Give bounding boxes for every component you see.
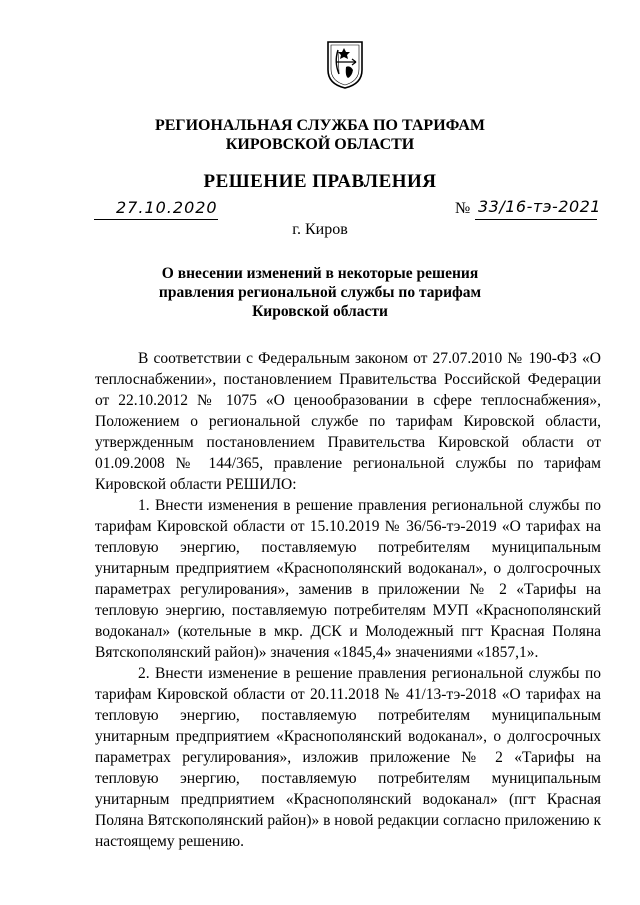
date-underline	[94, 219, 218, 220]
item-1-paragraph: 1. Внести изменения в решение правления региональной службы по тарифам Кировской области от 15.10.2019 № 36/56-тэ-2019 «О тарифах на тепловую энергию, поставляемую потребителям муниципальным унитарным предприятием «Краснополянский водоканал», о долгосрочных параметрах регулирования», заменив в приложении № 2 «Тарифы на тепловую энергию, поставляемую потребителям МУП «Краснополянский водоканал» (котельные в мкр. ДСК и Молодежный пгт Красная Поляна Вятскополянский район)» значения «1845,4» значениями «1857,1».	[95, 497, 601, 661]
handwritten-number: 33/16-тэ-2021	[478, 197, 601, 216]
kirov-coat-of-arms-icon	[326, 40, 364, 90]
handwritten-date: 27.10.2020	[116, 198, 218, 217]
subject-line2: правления региональной службы по тарифам	[158, 284, 482, 301]
subject-line3: Кировской области	[252, 303, 388, 320]
document-body	[95, 348, 601, 852]
organization-name-line2: КИРОВСКОЙ ОБЛАСТИ	[225, 136, 415, 153]
number-label: №	[455, 200, 471, 217]
document-subject	[150, 264, 490, 321]
preamble-paragraph: В соответствии с Федеральным законом от 27.07.2010 № 190-ФЗ «О теплоснабжении», постановлением Правительства Российской Федерации от 22.10.2012 № 1075 «О ценообразовании в сфере теплоснабжения», Положением о региональной службе по тарифам Кировской области, утвержденным постановлением Правительства Кировской области от 01.09.2008 № 144/365, правление региональной службы по тарифам Кировской области РЕШИЛО:	[95, 350, 601, 493]
city: г. Киров	[292, 221, 348, 238]
item-2-paragraph: 2. Внести изменение в решение правления региональной службы по тарифам Кировской области от 20.11.2018 № 41/13-тэ-2018 «О тарифах на тепловую энергию, поставляемую потребителям муниципальным унитарным предприятием «Краснополянский водоканал», о долгосрочных параметрах регулирования», изложив приложение № 2 «Тарифы на тепловую энергию, поставляемую потребителям муниципальным унитарным предприятием «Краснополянский водоканал» (пгт Красная Поляна Вятскополянский район)» в новой редакции согласно приложению к настоящему решению.	[95, 665, 601, 850]
number-underline	[475, 219, 597, 220]
organization-name-line1: РЕГИОНАЛЬНАЯ СЛУЖБА ПО ТАРИФАМ	[154, 117, 486, 134]
document-type-title: РЕШЕНИЕ ПРАВЛЕНИЯ	[203, 171, 437, 192]
subject-line1: О внесении изменений в некоторые решения	[161, 265, 479, 282]
